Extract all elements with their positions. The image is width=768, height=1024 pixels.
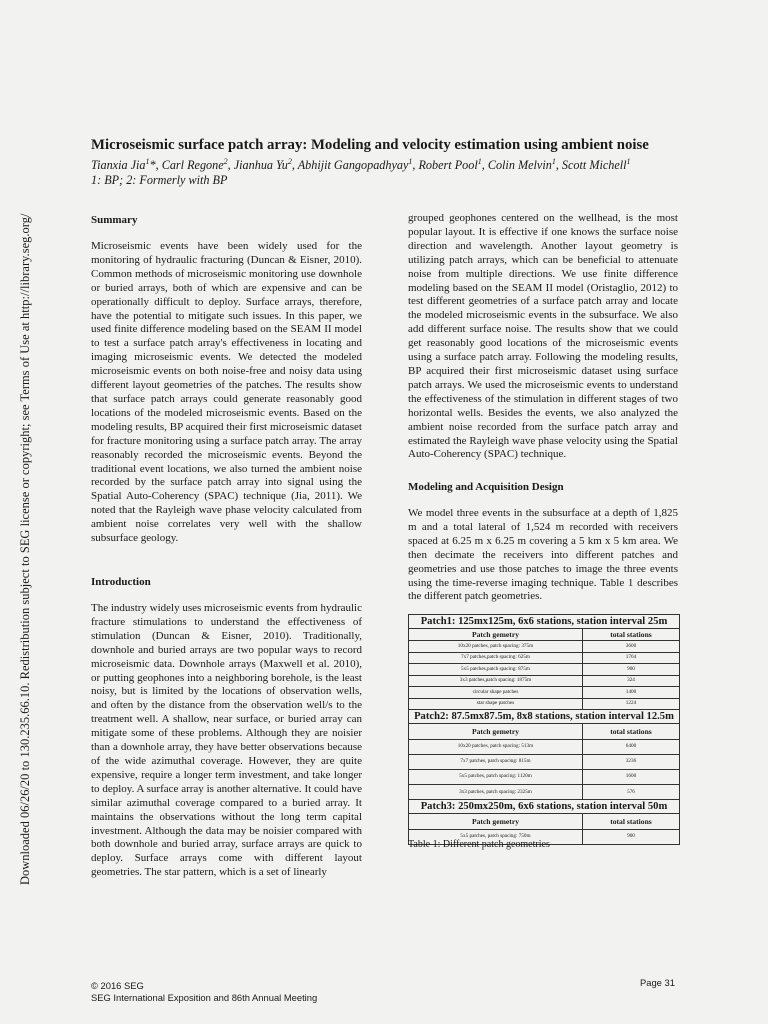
table-section-header: [409, 800, 680, 814]
paper-title: Microseismic surface patch array: Modeling and velocity estimation using ambient noise: [91, 137, 649, 153]
introduction-text: The industry widely uses microseismic events from hydraulic fracture stimulations to understand the effectiveness of stimulation (Duncan & Eisner, 2010). Traditionally, downhole and buried arrays are two popular ways to record microseismic data. Downhole arrays (Maxwell et al. 2010), or putting geophones into a neighboring borehole, is the least noisy, but is limited by the locations of observation wells, and often by the distance from the observation well/s to the treatment well. A shallow, near surface, or buried array can mitigate some of these problems. Although they are noisier than a downhole array, they have better observations because of the wide azimuthal coverage. However, they are quite expensive, require a longer term investment, and take longer to deploy. A surface array is another alternative. It could have similar azimuthal coverage compared to a buried array. It maintains the observations without the long term capital investment. Although the data may be noisier compared with both downhole and buried array, surface arrays are quick to deploy. Surface arrays come with different layout geometries. The star pattern, which is a set of linearly: [91, 602, 362, 879]
author-2: Carl Regone$^2$,: [161, 157, 234, 173]
meeting-text: SEG International Exposition and 86th Annual Meeting: [91, 992, 318, 1003]
table-row: 5x5 patches, patch spacing: 1120m 1600: [409, 769, 680, 784]
table-section-header: [409, 710, 680, 724]
modeling-text: We model three events in the subsurface at a depth of 1,825 m and a total lateral of 1,524 m recorded with receivers spaced at 6.25 m x 6.25 m covering a 5 km x 5 km area. We then decimate the receivers into different patches and geometries and use those patches to image the three events using the time-reverse imaging technique. Table 1 describes the different patch geometries.: [408, 507, 678, 603]
table-caption: Table 1: Different patch geometries: [408, 839, 550, 850]
patch-geometry-table: [408, 614, 680, 845]
table-row: 10x20 patches, patch spacing: 375m 3600: [409, 641, 680, 653]
patch2-title: Patch2: 87.5mx87.5m, 8x8 stations, station interval 12.5m: [409, 710, 680, 724]
author-5: Robert Pool$^1$,: [418, 157, 488, 173]
col-geometry-header: Patch gemetry: [409, 629, 583, 641]
footer-left: [91, 980, 317, 1004]
table-column-header: Patch gemetry total stations: [409, 814, 680, 830]
modeling-heading: Modeling and Acquisition Design: [408, 481, 564, 493]
page-number: Page 31: [640, 977, 675, 988]
table-column-header: [409, 629, 680, 641]
table-row: 7x7 patches, patch spacing: 815m 3236: [409, 754, 680, 769]
table-row: 5x5 patches,patch spacing: 875m 900: [409, 664, 680, 676]
download-stamp: Downloaded 06/26/20 to 130.235.66.10. Redistribution subject to SEG license or copyright; see Terms of Use at http://library.seg.org/: [18, 213, 32, 885]
table-row: 5x5 patches, patch spacing: 750m 900: [409, 829, 680, 844]
introduction-section: [91, 602, 362, 880]
table-row: 10x20 patches, patch spacing: 513m 6400: [409, 739, 680, 754]
summary-text: Microseismic events have been widely used for the monitoring of hydraulic fracturing (Duncan & Eisner, 2010). Common methods of microseismic monitoring use downhole or buried arrays, both of which are expensive and can be operationally difficult to deploy. Surface arrays, therefore, have the potential to mitigate such issues. In this paper, we used finite difference modeling based on the SEAM II model to test a surface patch array's effectiveness in locating and imaging microseismic events. We detected the modeled microseismic events on both noise-free and noisy data using different layout geometries of the patches. The results show that surface patch arrays could generate reasonably good locations of the modeled microseismic events. Based on the modeling results, BP acquired their first microseismic dataset for fracture monitoring using a surface patch array. The array reasonably recorded the microseismic events. Beyond the traditional event locations, we also turned the ambient noise recorded by the surface patch array into signal using the Spatial Auto-Coherency (SPAC) technique (Jia, 2011). We noted that the Rayleigh wave phase velocity calculated from ambient noise correlates very well with the shallow subsurface geology.: [91, 240, 362, 545]
author-7: Scott Michell$^1$: [561, 157, 631, 173]
table-section-header: [409, 615, 680, 629]
author-block: [91, 154, 731, 188]
patch3-title: Patch3: 250mx250m, 6x6 stations, station interval 50m: [409, 800, 680, 814]
table-row: 3x3 patches,patch spacing: 1875m 324: [409, 675, 680, 687]
author-4: Abhijit Gangopadhyay$^1$,: [297, 157, 419, 173]
author-3: Jianhua Yu$^2$,: [233, 157, 298, 173]
affiliations: 1: BP; 2: Formerly with BP: [91, 173, 228, 188]
introduction-heading: Introduction: [91, 576, 151, 588]
table-row: 3x3 patches, patch spacing: 2325m 576: [409, 785, 680, 800]
table-row: circular shape patches 1400: [409, 687, 680, 699]
author-6: Colin Melvin$^1$,: [487, 157, 562, 173]
modeling-section: [408, 507, 678, 604]
summary-heading: Summary: [91, 214, 138, 226]
author-list: [91, 154, 731, 173]
copyright-text: © 2016 SEG: [91, 980, 144, 991]
table-row: 7x7 patches,patch spacing: 625m 1764: [409, 652, 680, 664]
intro-continued-text: grouped geophones centered on the wellhead, is the most popular layout. It is effective if one knows the surface noise direction and wavelength. Another layout geometry is utilizing patch arrays, which can be beneficial to attenuate noise from multiple directions. We use finite difference modeling based on the SEAM II model (Oristaglio, 2012) to test different geometries of a surface patch array and locate the modeled microseismic events in the subsurface. We also add different surface noise. The results show that we could get reasonably good locations of the microseismic events using a surface patch array. Following the modeling results, BP acquired their first microseismic dataset using surface patch arrays. We used the microseismic events to understand the effectiveness of the stimulation in different stages of two horizontal wells. Besides the events, we also analyzed the ambient noise recorded from the surface patch array and estimated the Rayleigh wave phase velocity using the Spatial Auto-Coherency (SPAC) technique.: [408, 212, 678, 461]
table-column-header: Patch gemetry total stations: [409, 724, 680, 740]
patch1-title: Patch1: 125mx125m, 6x6 stations, station interval 25m: [409, 615, 680, 629]
table-row: star shape patches 1224: [409, 698, 680, 710]
right-column-intro: [408, 212, 678, 462]
col-total-header: total stations: [582, 629, 679, 641]
summary-section: [91, 240, 362, 546]
author-1: Tianxia Jia$^1$*,: [91, 157, 162, 173]
